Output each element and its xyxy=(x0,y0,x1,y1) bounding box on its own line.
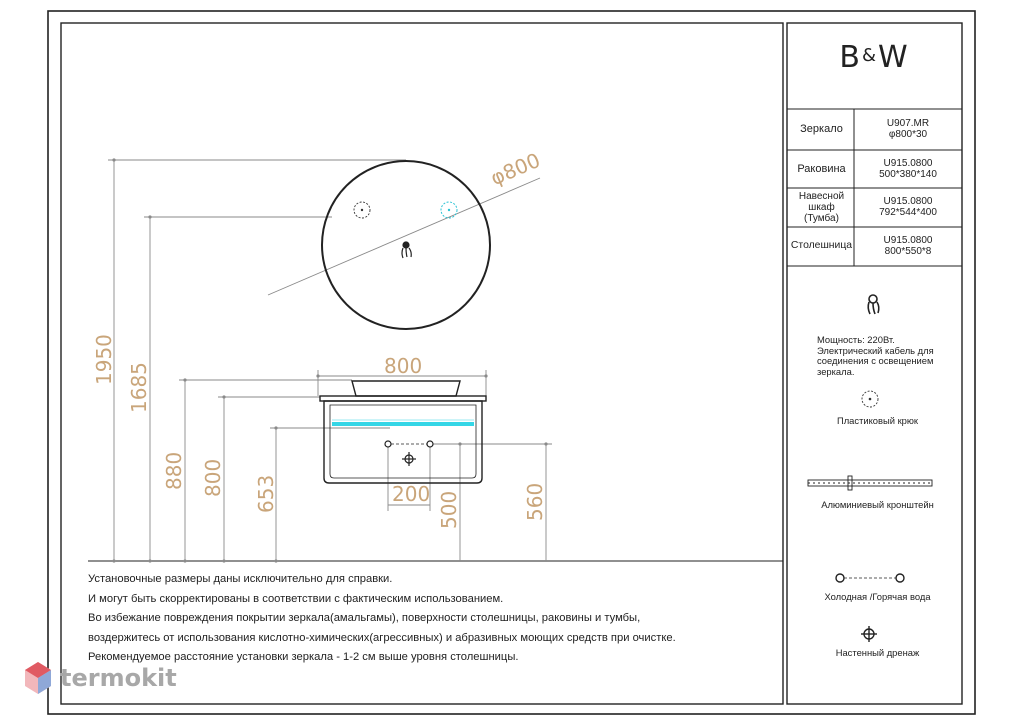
cold-hot-water-icon xyxy=(836,574,904,582)
note-line-3: Во избежание повреждения покрытии зеркала(амальгамы), поверхности столешницы, раковины и тумбы, xyxy=(88,612,641,625)
spec-name-cabinet-line-3: (Тумба) xyxy=(804,213,839,224)
led-strip xyxy=(332,422,474,426)
dimension-counter-width: 800 xyxy=(384,354,423,378)
note-line-5: Рекомендуемое расстояние установки зеркала - 1-2 см выше уровня столешницы. xyxy=(88,651,519,664)
spec-size-mirror: φ800*30 xyxy=(888,129,928,140)
watermark xyxy=(56,664,177,692)
power-cable-icon xyxy=(868,295,879,314)
logo-ampersand: & xyxy=(861,45,878,66)
dimension-width-200: 200 xyxy=(392,482,431,506)
basin-outline xyxy=(352,381,460,396)
legend-drain-label: Настенный дренаж xyxy=(835,647,920,658)
water-connection-icon xyxy=(385,441,433,447)
spec-code-basin: U915.0800 xyxy=(883,158,933,169)
note-line-4: воздержитесь от использования кислотно-химических(агрессивных) и абразивных моющих средств при очистке. xyxy=(88,631,676,644)
spec-name-cabinet xyxy=(790,191,853,224)
drain-icon xyxy=(402,452,416,466)
spec-name-countertop: Столешница xyxy=(790,240,853,251)
spec-size-countertop: 800*550*8 xyxy=(884,246,932,257)
spec-size-cabinet: 792*544*400 xyxy=(879,207,937,218)
aluminium-bracket-icon xyxy=(808,476,932,490)
spec-name-cabinet-line-2: шкаф xyxy=(808,202,835,213)
spec-name-basin: Раковина xyxy=(797,163,846,175)
dimension-height-880: 880 xyxy=(162,451,186,490)
dimension-height-560: 560 xyxy=(523,482,547,521)
installation-notes xyxy=(88,570,676,668)
spec-name-cabinet-line-1: Навесной xyxy=(798,191,845,202)
dimension-height-653: 653 xyxy=(254,474,278,513)
logo-letter-b: B xyxy=(839,40,862,75)
legend-power-line-2: Электрический кабель для xyxy=(817,344,934,356)
dimension-ticks xyxy=(112,158,547,562)
spec-name-mirror: Зеркало xyxy=(800,123,843,135)
mirror-hook-right-icon xyxy=(441,202,457,218)
legend-hook-label: Пластиковый крюк xyxy=(836,415,919,426)
spec-code-cabinet: U915.0800 xyxy=(883,196,933,207)
dimension-height-1685: 1685 xyxy=(127,362,151,413)
countertop-outline xyxy=(320,396,486,401)
watermark-text: termokit xyxy=(60,664,177,692)
brand-logo xyxy=(787,40,962,75)
plastic-hook-icon xyxy=(862,391,878,407)
logo-letter-w: W xyxy=(877,40,910,75)
spec-code-countertop: U915.0800 xyxy=(883,235,933,246)
dimension-height-500: 500 xyxy=(437,490,461,529)
cabinet-outline xyxy=(324,401,482,483)
mirror-power-cable-icon xyxy=(402,242,411,258)
wall-drain-icon xyxy=(861,626,877,642)
legend-bracket-label: Алюминиевый кронштейн xyxy=(821,499,934,510)
watermark-cube-icon xyxy=(25,662,51,694)
note-line-1: Установочные размеры даны исключительно для справки. xyxy=(88,573,393,585)
spec-code-mirror: U907.MR xyxy=(886,118,930,129)
legend-water-label: Холодная /Горячая вода xyxy=(824,591,931,602)
legend-power-line-4: зеркала. xyxy=(817,365,855,377)
dimension-height-800: 800 xyxy=(201,458,225,497)
cabinet-inner-outline xyxy=(330,405,476,478)
spec-size-basin: 500*380*140 xyxy=(879,169,937,180)
legend-power-line-3: соединения с освещением xyxy=(817,355,934,367)
dimension-mirror-diameter: φ800 xyxy=(487,147,544,191)
legend-power-text xyxy=(817,335,957,377)
dimension-height-1950: 1950 xyxy=(92,334,116,385)
note-line-2: И могут быть скорректированы в соответствии с фактическим использованием. xyxy=(88,592,504,605)
legend-power-line-1: Мощность: 220Вт. xyxy=(817,334,895,345)
mirror-hook-left-icon xyxy=(354,202,370,218)
